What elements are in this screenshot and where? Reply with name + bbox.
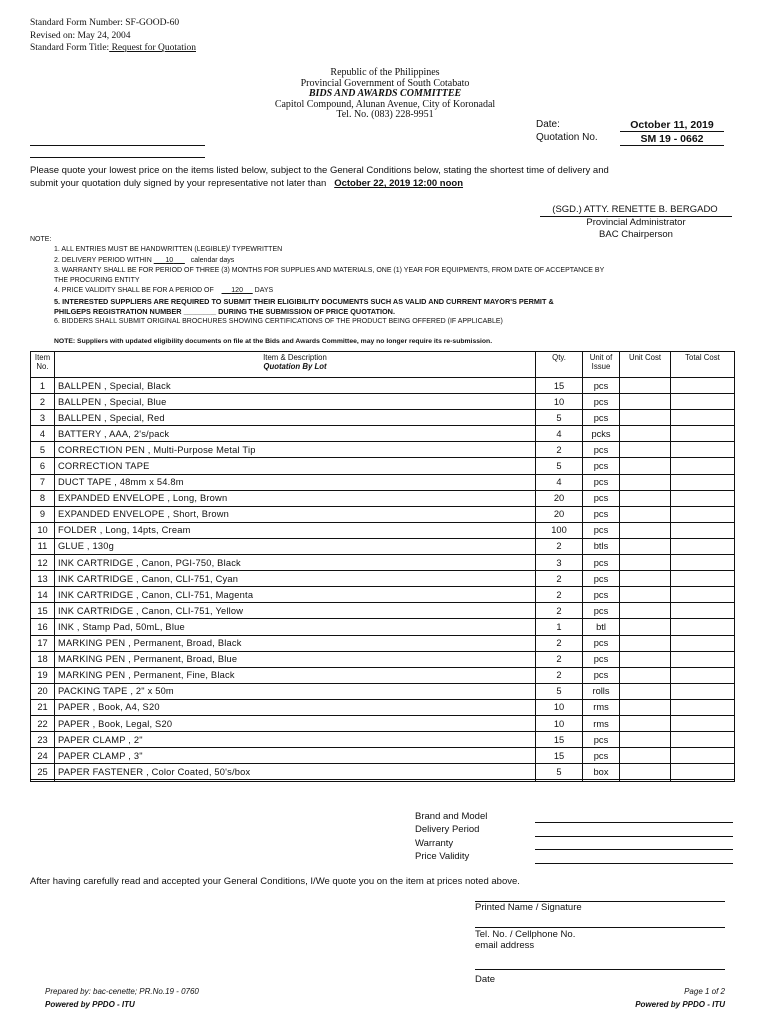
description-cell: BALLPEN , Special, Red: [55, 410, 536, 426]
unit-cost-cell[interactable]: [620, 764, 671, 780]
item-no-cell: 17: [31, 635, 55, 651]
unit-cell: pcs: [583, 442, 620, 458]
intro-line2-wrap: [30, 177, 730, 190]
unit-cell: pcs: [583, 571, 620, 587]
total-cost-cell[interactable]: [671, 715, 735, 731]
email-label: email address: [475, 940, 535, 951]
qty-cell: 2: [536, 667, 583, 683]
description-cell: GLUE , 130g: [55, 538, 536, 554]
table-row: [31, 538, 735, 554]
description-cell: EXPANDED ENVELOPE , Short, Brown: [55, 506, 536, 522]
table-row: [31, 635, 735, 651]
qty-cell: 2: [536, 538, 583, 554]
unit-cost-cell[interactable]: [620, 426, 671, 442]
tel-label: Tel. No. / Cellphone No.: [475, 929, 576, 940]
note-3b: THE PROCURING ENTITY: [54, 277, 140, 285]
total-cost-cell[interactable]: [671, 732, 735, 748]
description-cell: PAPER FASTENER , Color Coated, 50's/box: [55, 764, 536, 780]
unit-cost-cell[interactable]: [620, 555, 671, 571]
total-cost-cell[interactable]: [671, 458, 735, 474]
unit-cost-cell[interactable]: [620, 571, 671, 587]
note-2-prefix: 2. DELIVERY PERIOD WITHIN: [54, 256, 152, 264]
total-cost-cell[interactable]: [671, 522, 735, 538]
description-cell: BALLPEN , Special, Black: [55, 378, 536, 394]
table-row: [31, 732, 735, 748]
unit-cost-cell[interactable]: [620, 394, 671, 410]
description-cell: BALLPEN , Special, Blue: [55, 394, 536, 410]
description-cell: CORRECTION PEN , Multi-Purpose Metal Tip: [55, 442, 536, 458]
unit-cell: pcs: [583, 522, 620, 538]
total-cost-cell[interactable]: [671, 764, 735, 780]
unit-cell: pcs: [583, 635, 620, 651]
table-row: [31, 442, 735, 458]
price-validity-label: Price Validity: [415, 851, 470, 863]
unit-cell: pcs: [583, 555, 620, 571]
table-row: [31, 587, 735, 603]
unit-cell: pcs: [583, 378, 620, 394]
extra-labels: [415, 810, 487, 864]
col-total-cost: Total Cost: [671, 352, 735, 378]
description-cell: INK CARTRIDGE , Canon, CLI-751, Cyan: [55, 571, 536, 587]
total-cost-cell[interactable]: [671, 490, 735, 506]
item-no-cell: 1: [31, 378, 55, 394]
item-no-cell: 12: [31, 555, 55, 571]
item-no-cell: 19: [31, 667, 55, 683]
qty-cell: 20: [536, 506, 583, 522]
item-no-cell: 18: [31, 651, 55, 667]
item-no-cell: 25: [31, 764, 55, 780]
total-cost-cell[interactable]: [671, 667, 735, 683]
form-revised: Revised on: May 24, 2004: [30, 30, 131, 41]
table-row: [31, 490, 735, 506]
item-no-cell: 13: [31, 571, 55, 587]
unit-cost-cell[interactable]: [620, 458, 671, 474]
unit-cost-cell[interactable]: [620, 587, 671, 603]
unit-cost-cell[interactable]: [620, 715, 671, 731]
description-cell: PAPER CLAMP , 3": [55, 748, 536, 764]
total-cost-cell[interactable]: [671, 635, 735, 651]
unit-cost-cell[interactable]: [620, 442, 671, 458]
description-cell: MARKING PEN , Permanent, Broad, Blue: [55, 651, 536, 667]
description-cell: MARKING PEN , Permanent, Broad, Black: [55, 635, 536, 651]
note-3a: 3. WARRANTY SHALL BE FOR PERIOD OF THREE (3) MONTHS FOR SUPPLIES AND MATERIALS, ONE (1) YEAR FOR EQUIPMENTS, FROM DATE OF ACCEPTANCE BY: [54, 266, 605, 274]
total-cost-cell[interactable]: [671, 748, 735, 764]
qty-cell: 100: [536, 522, 583, 538]
warranty-field[interactable]: [535, 849, 733, 850]
description-cell: PAPER , Book, A4, S20: [55, 699, 536, 715]
table-end-cell: [31, 780, 55, 782]
supplier-name-line[interactable]: [30, 145, 205, 146]
qty-cell: 10: [536, 394, 583, 410]
unit-cell: pcks: [583, 426, 620, 442]
unit-cost-cell[interactable]: [620, 748, 671, 764]
total-cost-cell[interactable]: [671, 538, 735, 554]
delivery-period-label: Delivery Period: [415, 824, 480, 836]
notes-heading: NOTE:: [30, 236, 52, 243]
delivery-period-field[interactable]: [535, 836, 733, 837]
unit-cost-cell[interactable]: [620, 603, 671, 619]
total-cost-cell[interactable]: [671, 683, 735, 699]
total-cost-cell[interactable]: [671, 394, 735, 410]
total-cost-cell[interactable]: [671, 378, 735, 394]
unit-cell: pcs: [583, 410, 620, 426]
item-no-cell: 11: [31, 538, 55, 554]
item-no-cell: 6: [31, 458, 55, 474]
unit-cost-cell[interactable]: [620, 619, 671, 635]
unit-cost-cell[interactable]: [620, 699, 671, 715]
item-no-cell: 14: [31, 587, 55, 603]
table-row: [31, 764, 735, 780]
unit-cost-cell[interactable]: [620, 635, 671, 651]
form-title-value: Request for Quotation: [109, 43, 196, 53]
item-no-cell: 4: [31, 426, 55, 442]
header-address: Capitol Compound, Alunan Avenue, City of Koronadal: [274, 98, 496, 110]
table-end-cell: [620, 780, 671, 782]
note-1: 1. ALL ENTRIES MUST BE HANDWRITTEN (LEGIBLE)/ TYPEWRITTEN: [54, 246, 283, 254]
date-value: October 11, 2019: [630, 119, 714, 131]
unit-cost-cell[interactable]: [620, 667, 671, 683]
total-cost-cell[interactable]: [671, 699, 735, 715]
description-cell: FOLDER , Long, 14pts, Cream: [55, 522, 536, 538]
table-row: [31, 667, 735, 683]
powered-by-left: Powered by PPDO - ITU: [45, 1000, 135, 1009]
qty-cell: 2: [536, 571, 583, 587]
table-row: [31, 506, 735, 522]
table-row: [31, 426, 735, 442]
eligibility-note: NOTE: Suppliers with updated eligibility documents on file at the Bids and Awards Committee, may no longer require its re-submission.: [54, 338, 493, 345]
note-4-prefix: 4. PRICE VALIDITY SHALL BE FOR A PERIOD OF: [54, 287, 214, 295]
description-cell: INK CARTRIDGE , Canon, CLI-751, Yellow: [55, 603, 536, 619]
item-no-cell: 22: [31, 715, 55, 731]
header-tel: Tel. No. (083) 228-9951: [336, 109, 434, 120]
agency-header: [0, 68, 770, 121]
note-5b: PHILGEPS REGISTRATION NUMBER ________ DURING THE SUBMISSION OF PRICE QUOTATION.: [54, 307, 395, 317]
table-row: [31, 378, 735, 394]
header-province: Provincial Government of South Cotabato: [300, 77, 470, 89]
quotation-label: Quotation No.: [536, 132, 598, 143]
description-cell: PACKING TAPE , 2" x 50m: [55, 683, 536, 699]
table-row: [31, 603, 735, 619]
qty-cell: 2: [536, 651, 583, 667]
item-no-cell: 15: [31, 603, 55, 619]
table-row: [31, 651, 735, 667]
table-row: [31, 699, 735, 715]
table-row: [31, 394, 735, 410]
unit-cost-cell[interactable]: [620, 506, 671, 522]
total-cost-cell[interactable]: [671, 587, 735, 603]
table-row: [31, 748, 735, 764]
signatory-name: (SGD.) ATTY. RENETTE B. BERGADO: [552, 204, 718, 215]
unit-cost-cell[interactable]: [620, 378, 671, 394]
brand-model-label: Brand and Model: [415, 811, 488, 822]
unit-cell: pcs: [583, 732, 620, 748]
signatory-title1: Provincial Administrator: [586, 217, 686, 228]
unit-cost-cell[interactable]: [620, 474, 671, 490]
col-item-no: Item No.: [31, 352, 55, 378]
table-row: [31, 619, 735, 635]
date-underline: [620, 131, 724, 132]
date-field[interactable]: [475, 969, 725, 970]
unit-cell: btls: [583, 538, 620, 554]
table-row: [31, 715, 735, 731]
quotation-value: SM 19 - 0662: [640, 133, 704, 145]
unit-cost-cell[interactable]: [620, 522, 671, 538]
item-no-cell: 21: [31, 699, 55, 715]
total-cost-cell[interactable]: [671, 506, 735, 522]
unit-cost-cell[interactable]: [620, 410, 671, 426]
unit-cost-cell[interactable]: [620, 490, 671, 506]
tel-field[interactable]: [475, 927, 725, 928]
item-no-cell: 24: [31, 748, 55, 764]
quotation-underline: [620, 145, 724, 146]
note-4: [30, 286, 730, 296]
unit-cell: box: [583, 764, 620, 780]
signatory: [540, 204, 730, 216]
description-cell: BATTERY , AAA, 2's/pack: [55, 426, 536, 442]
qty-cell: 10: [536, 699, 583, 715]
item-no-cell: 5: [31, 442, 55, 458]
qty-cell: 20: [536, 490, 583, 506]
total-cost-cell[interactable]: [671, 410, 735, 426]
prepared-by: Prepared by: bac-cenette; PR.No.19 - 0760: [45, 987, 199, 996]
item-no-cell: 23: [31, 732, 55, 748]
note-4-value: [222, 287, 253, 294]
table-row: [31, 683, 735, 699]
total-cost-cell[interactable]: [671, 442, 735, 458]
table-row: [31, 555, 735, 571]
warranty-label: Warranty: [415, 837, 454, 849]
qty-cell: 15: [536, 748, 583, 764]
unit-cell: pcs: [583, 506, 620, 522]
total-cost-cell[interactable]: [671, 619, 735, 635]
qty-cell: 1: [536, 619, 583, 635]
header-republic: Republic of the Philippines: [330, 67, 440, 78]
unit-cell: pcs: [583, 490, 620, 506]
item-no-cell: 2: [31, 394, 55, 410]
note-2-days: 10: [165, 256, 174, 264]
table-end-cell: [583, 780, 620, 782]
printed-name-label: Printed Name / Signature: [475, 902, 582, 913]
intro-line1: Please quote your lowest price on the items listed below, subject to the General Conditions below, stating the shortest time of delivery and: [30, 165, 609, 176]
qty-cell: 5: [536, 683, 583, 699]
description-cell: EXPANDED ENVELOPE , Long, Brown: [55, 490, 536, 506]
unit-cell: btl: [583, 619, 620, 635]
item-no-cell: 10: [31, 522, 55, 538]
note-2-value: [154, 257, 185, 264]
notes: [30, 235, 730, 328]
signatory-title2: BAC Chairperson: [599, 228, 673, 240]
header-bac: BIDS AND AWARDS COMMITTEE: [308, 88, 462, 99]
table-row: [31, 571, 735, 587]
unit-cell: pcs: [583, 458, 620, 474]
table-end-row: [31, 780, 735, 782]
intro-deadline: October 22, 2019 12:00 noon: [334, 178, 464, 189]
item-no-cell: 9: [31, 506, 55, 522]
table-end-cell: [671, 780, 735, 782]
item-no-cell: 8: [31, 490, 55, 506]
form-title: [30, 42, 196, 55]
qty-cell: 10: [536, 715, 583, 731]
col-qty: Qty.: [536, 352, 583, 378]
col-unit-cost: Unit Cost: [620, 352, 671, 378]
total-cost-cell[interactable]: [671, 474, 735, 490]
description-cell: DUCT TAPE , 48mm x 54.8m: [55, 474, 536, 490]
table-row: [31, 522, 735, 538]
qty-cell: 5: [536, 458, 583, 474]
unit-cell: rms: [583, 715, 620, 731]
description-cell: PAPER , Book, Legal, S20: [55, 715, 536, 731]
intro-text: [30, 164, 730, 190]
table-row: [31, 474, 735, 490]
sign-date-label: Date: [475, 974, 496, 985]
note-2: [30, 256, 730, 266]
total-cost-cell[interactable]: [671, 603, 735, 619]
unit-cell: rolls: [583, 683, 620, 699]
unit-cell: pcs: [583, 667, 620, 683]
table-end-cell: [55, 780, 536, 782]
unit-cell: pcs: [583, 587, 620, 603]
powered-by-right: Powered by PPDO - ITU: [635, 1000, 725, 1009]
page-number: Page 1 of 2: [684, 987, 725, 996]
unit-cell: pcs: [583, 651, 620, 667]
unit-cost-cell[interactable]: [620, 683, 671, 699]
acceptance-text: After having carefully read and accepted your General Conditions, I/We quote you on the item at prices noted above.: [30, 876, 520, 887]
description-cell: INK , Stamp Pad, 50mL, Blue: [55, 619, 536, 635]
unit-cost-cell[interactable]: [620, 538, 671, 554]
note-4-days: 120: [231, 287, 243, 295]
qty-cell: 2: [536, 603, 583, 619]
qty-cell: 15: [536, 732, 583, 748]
qty-cell: 4: [536, 426, 583, 442]
col-description: Item & Description Quotation By Lot: [55, 352, 536, 378]
qty-cell: 2: [536, 587, 583, 603]
table-end-cell: [536, 780, 583, 782]
description-cell: INK CARTRIDGE , Canon, CLI-751, Magenta: [55, 587, 536, 603]
qty-cell: 5: [536, 410, 583, 426]
intro-line2: submit your quotation duly signed by your representative not later than: [30, 178, 327, 189]
unit-cell: rms: [583, 699, 620, 715]
unit-cost-cell[interactable]: [620, 651, 671, 667]
note-4-suffix: DAYS: [254, 287, 274, 295]
unit-cell: pcs: [583, 394, 620, 410]
items-table: [30, 351, 735, 782]
unit-cell: pcs: [583, 603, 620, 619]
qty-cell: 4: [536, 474, 583, 490]
item-no-cell: 20: [31, 683, 55, 699]
qty-cell: 15: [536, 378, 583, 394]
note-2-suffix: calendar days: [190, 256, 235, 264]
price-validity-field[interactable]: [535, 863, 733, 864]
description-cell: MARKING PEN , Permanent, Fine, Black: [55, 667, 536, 683]
table-row: [31, 458, 735, 474]
item-no-cell: 7: [31, 474, 55, 490]
form-meta: [30, 17, 196, 55]
form-number: Standard Form Number: SF-GOOD-60: [30, 18, 180, 28]
total-cost-cell[interactable]: [671, 426, 735, 442]
description-cell: PAPER CLAMP , 2": [55, 732, 536, 748]
table-row: [31, 410, 735, 426]
description-cell: CORRECTION TAPE: [55, 458, 536, 474]
total-cost-cell[interactable]: [671, 555, 735, 571]
total-cost-cell[interactable]: [671, 571, 735, 587]
total-cost-cell[interactable]: [671, 651, 735, 667]
qty-cell: 5: [536, 764, 583, 780]
unit-cost-cell[interactable]: [620, 732, 671, 748]
supplier-address-line[interactable]: [30, 157, 205, 158]
item-no-cell: 3: [31, 410, 55, 426]
col-unit-issue: Unit of Issue: [583, 352, 620, 378]
qty-cell: 2: [536, 635, 583, 651]
note-6: 6. BIDDERS SHALL SUBMIT ORIGINAL BROCHURES SHOWING CERTIFICATIONS OF THE PRODUCT BEING OFFERED (IF APPLICABLE): [54, 318, 503, 326]
unit-cell: pcs: [583, 474, 620, 490]
qty-cell: 2: [536, 442, 583, 458]
item-no-cell: 16: [31, 619, 55, 635]
brand-model-field[interactable]: [535, 822, 733, 823]
description-cell: INK CARTRIDGE , Canon, PGI-750, Black: [55, 555, 536, 571]
unit-cell: pcs: [583, 748, 620, 764]
qty-cell: 3: [536, 555, 583, 571]
date-label: Date:: [536, 119, 560, 130]
form-title-label: Standard Form Title:: [30, 43, 110, 53]
note-5a: 5. INTERESTED SUPPLIERS ARE REQUIRED TO SUBMIT THEIR ELIGIBILITY DOCUMENTS SUCH AS VALID AND CURRENT MAYOR'S PERMIT &: [54, 296, 554, 306]
table-header-row: [31, 352, 735, 378]
